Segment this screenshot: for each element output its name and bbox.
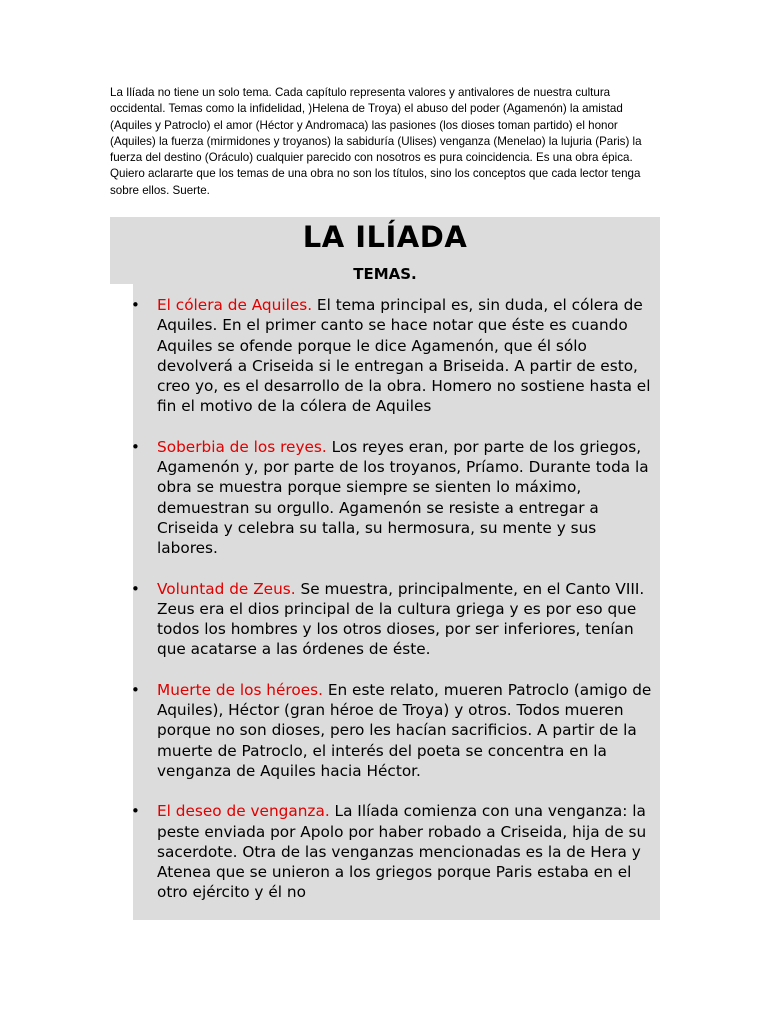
theme-title: Muerte de los héroes. bbox=[157, 680, 323, 699]
theme-title: El cólera de Aquiles. bbox=[157, 296, 313, 314]
theme-title: El deseo de venganza. bbox=[157, 802, 330, 821]
theme-title: Voluntad de Zeus. bbox=[157, 579, 296, 598]
theme-text: La Ilíada comienza con una venganza: la peste enviada por Apolo por haber robado a Criseida, hija de su sacerdote. Otra de las venganzas mencionadas es la de Hera y Atenea que se unieron a los griegos porque Paris estaba en el otro ejército y él no bbox=[157, 802, 647, 902]
theme-item bbox=[110, 801, 660, 902]
intro-paragraph: La Ilíada no tiene un solo tema. Cada capítulo representa valores y antivalores de nuestra cultura occidental. Temas como la infidelidad, )Helena de Troya) el abuso del poder (Agamenón) la amistad (Aquiles y Patroclo) el amor (Héctor y Andromaca) las pasiones (los dioses toman partido) el honor (Aquiles) la fuerza (mirmidones y troyanos) la sabiduría (Ulises) venganza (Menelao) la lujuria (Paris) la fuerza del destino (Oráculo) cualquier parecido con nosotros es pura coincidencia. Es una obra épica. Quiero aclararte que los temas de una obra no son los títulos, sino los conceptos que cada lector tenga sobre ellos. Suerte. bbox=[110, 86, 642, 197]
theme-text: En este relato, mueren Patroclo (amigo de Aquiles), Héctor (gran héroe de Troya) y otros. Todos mueren porque no son dioses, pero les hacían sacrificios. A partir de la muerte de Patroclo, el interés del poeta se concentra en la venganza de Aquiles hacia Héctor. bbox=[157, 680, 652, 780]
bullet-icon: • bbox=[131, 296, 140, 314]
bullet-icon: • bbox=[131, 437, 140, 456]
theme-item bbox=[110, 295, 660, 417]
themes-panel bbox=[110, 217, 660, 920]
bullet-icon: • bbox=[131, 680, 140, 699]
themes-list bbox=[110, 295, 660, 920]
section-subtitle: TEMAS. bbox=[353, 265, 417, 283]
theme-text: El tema principal es, sin duda, el cólera de Aquiles. En el primer canto se hace notar que éste es cuando Aquiles se ofende porque le dice Agamenón, que él sólo devolverá a Criseida si le entregan a Briseida. A partir de esto, creo yo, es el desarrollo de la obra. Homero no sostiene hasta el fin el motivo de la cólera de Aquiles bbox=[157, 296, 651, 416]
theme-item bbox=[110, 579, 660, 660]
theme-title: Soberbia de los reyes. bbox=[157, 437, 327, 456]
bullet-icon: • bbox=[131, 579, 140, 598]
theme-item bbox=[110, 680, 660, 781]
theme-item bbox=[110, 437, 660, 559]
theme-text: Los reyes eran, por parte de los griegos, Agamenón y, por parte de los troyanos, Príamo. Durante toda la obra se muestra porque siempre se sienten lo máximo, demuestran su orgullo. Agamenón se resiste a entregar a Criseida y celebra su talla, su hermosura, su mente y sus labores. bbox=[157, 437, 649, 558]
bullet-icon: • bbox=[131, 802, 140, 821]
theme-text: Se muestra, principalmente, en el Canto VIII. Zeus era el dios principal de la cultura griega y es por eso que todos los hombres y los otros dioses, por ser inferiores, tenían que acatarse a las órdenes de éste. bbox=[157, 579, 645, 659]
page-title: LA ILÍADA bbox=[302, 220, 468, 254]
